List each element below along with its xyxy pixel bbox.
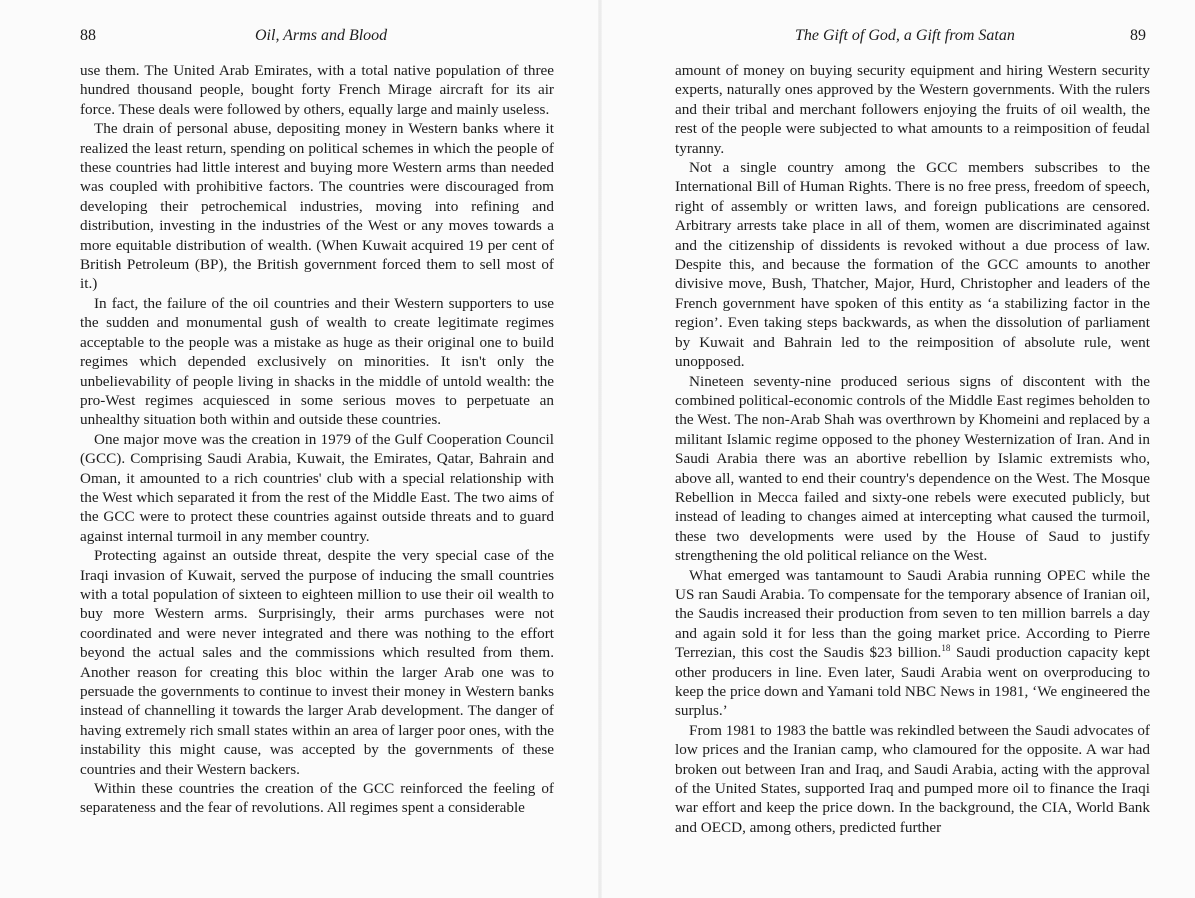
paragraph-text: What emerged was tantamount to Saudi Arabia running OPEC while the US ran Saudi Arabia. To compensate for the temporary absence of Iranian oil, the Saudis increased their production from seven to ten million barrels a day and again sold it for less than the going market price. According to Pierre Terrezian, this cost the Saudis $23 billion. [675,566,1150,662]
paragraph: amount of money on buying security equipment and hiring Western security experts, naturally ones approved by the Western governments. With the rulers and their tribal and merchant followers enjoying the fruits of oil wealth, the rest of the people were subjected to what amounts to a reimposition of feudal tyranny. [675,62,1150,157]
paragraph: From 1981 to 1983 the battle was rekindled between the Saudi advocates of low prices and the Iranian camp, who clamoured for the opposite. A war had broken out between Iran and Iraq, and Saudi Arabia, acting with the approval of the United States, supported Iraq and pumped more oil to finance the Iraqi war effort and keep the price down. In the background, the CIA, World Bank and OECD, among others, predicted further [675,721,1150,836]
paragraph-text: Saudi production capacity kept other producers in line. Even later, Saudi Arabia went on overproducing to keep the price down and Yamani told NBC News in 1981, ‘We engineered the surplus.’ [675,644,1150,720]
right-page [600,0,1195,898]
running-head-title: The Gift of God, a Gift from Satan [795,27,1015,44]
page-number: 88 [80,27,96,44]
paragraph: Protecting against an outside threat, despite the very special case of the Iraqi invasion of Kuwait, served the purpose of inducing the small countries with a total population of sixteen to eighteen million to use their oil wealth to buy more Western arms. Surprisingly, their arms purchases were not coordinated and were never integrated and there was nothing to the effort beyond the actual sales and the commissions which resulted from them. Another reason for creating this bloc within the larger Arab one was to persuade the governments to continue to invest their money in Western banks instead of channelling it towards the larger Arab development. The danger of having extremely rich small states within an area of larger poor ones, with the instability this might cause, was accepted by the governments of these countries and their Western backers. [80,547,554,778]
paragraph: use them. The United Arab Emirates, with a total native population of three hundred thousand people, bought forty French Mirage aircraft for its air force. These deals were followed by others, equally large and mainly useless. [80,62,554,118]
page-number: 89 [1130,27,1146,44]
paragraph: In fact, the failure of the oil countries and their Western supporters to use the sudden and monumental gush of wealth to create legitimate regimes acceptable to the people was a mistake as huge as their original one to build regimes which depended exclusively on minorities. It isn't only the unbelievability of people living in shacks in the middle of untold wealth: the pro-West regimes acquiesced in some serious moves to perpetuate an unhealthy situation both within and outside these countries. [80,294,554,429]
footnote-marker[interactable]: 18 [941,643,951,654]
paragraph: Within these countries the creation of the GCC reinforced the feeling of separateness and the fear of revolutions. All regimes spent a considerable [80,780,554,817]
running-head-title: Oil, Arms and Blood [255,27,388,44]
paragraph [675,566,1150,721]
paragraph: One major move was the creation in 1979 of the Gulf Cooperation Council (GCC). Comprising Saudi Arabia, Kuwait, the Emirates, Qatar, Bahrain and Oman, it amounted to a rich countries' club with a special relationship with the West which separated it from the rest of the Middle East. The two aims of the GCC were to protect these countries against outside threats and to guard against internal turmoil in any member country. [80,430,554,545]
body-text [80,61,554,818]
paragraph: The drain of personal abuse, depositing money in Western banks where it realized the least return, spending on political schemes in which the people of these countries had little interest and buying more Western arms than needed was coupled with prohibitive factors. The countries were discouraged from developing their petrochemical industries, moving into refining and distribution, investing in the industries of the West or any moves towards a more equitable distribution of wealth. (When Kuwait acquired 19 per cent of British Petroleum (BP), the British government forced them to sell most of it.) [80,120,554,293]
body-text [675,61,1150,837]
paragraph: Not a single country among the GCC members subscribes to the International Bill of Human Rights. There is no free press, freedom of speech, right of assembly or written laws, and foreign publications are censored. Arbitrary arrests take place in all of them, women are discriminated against and the citizenship of dissidents is revoked without a due process of law. Despite this, and because the formation of the GCC amounts to another divisive move, Bush, Thatcher, Major, Hurd, Christopher and leaders of the French government have spoken of this entity as ‘a stabilizing factor in the region’. Even taking steps backwards, as when the dissolution of parliament by Kuwait and Bahrain led to the reimposition of absolute rule, went unopposed. [675,159,1150,371]
paragraph: Nineteen seventy-nine produced serious signs of discontent with the combined political-economic controls of the Middle East regimes beholden to the West. The non-Arab Shah was overthrown by Khomeini and replaced by a militant Islamic regime opposed to the phoney Westernization of Iran. And in Saudi Arabia there was an abortive rebellion by Islamic extremists who, above all, wanted to end their country's dependence on the West. The Mosque Rebellion in Mecca failed and sixty-one rebels were executed publicly, but instead of leading to changes aimed at intercepting what caused the turmoil, these two developments were used by the House of Saud to justify strengthening the old political reliance on the West. [675,372,1150,565]
